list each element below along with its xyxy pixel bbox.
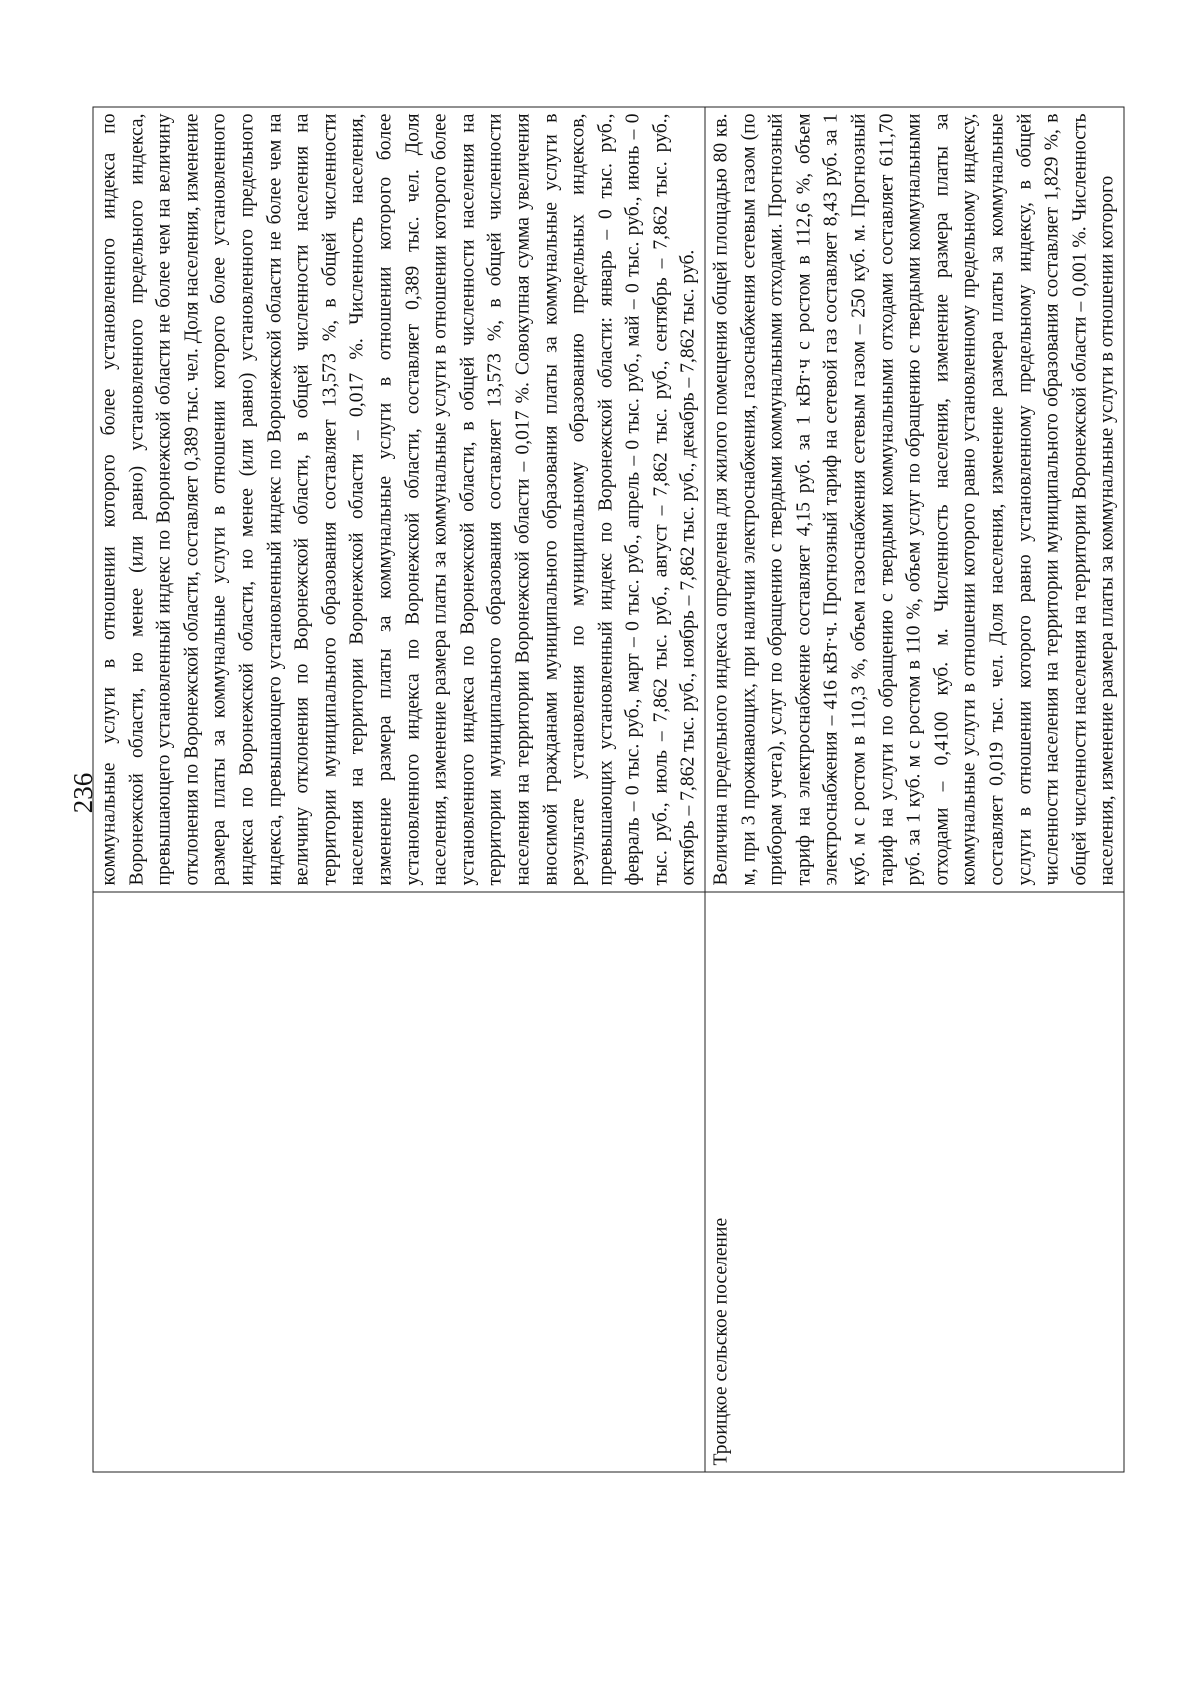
description-cell xyxy=(93,107,705,892)
settlement-name-cell xyxy=(705,892,1124,1472)
description-cell xyxy=(705,107,1124,892)
table-row xyxy=(705,107,1124,1472)
table-row xyxy=(93,107,705,1472)
settlement-name: Троицкое сельское поселение xyxy=(710,1217,732,1465)
rotated-table-container xyxy=(93,107,1118,1472)
page-number: 236 xyxy=(68,772,98,814)
description-text: коммунальные услуги в отношении которого более установленного индекса по Воронежской области, но менее (или равно) установленного предельного индекса, превышающего установленный индекс по Воронежской области не более чем на величину отклонения по Воронежской области, составляет 0,389 тыс. чел. Доля населения, изменение размера платы за коммунальные услуги в отношении которого более установленного индекса по Воронежской области, но менее (или равно) установленного предельного индекса, превышающего установленный индекс по Воронежской области не более чем на величину отклонения по Воронежской области, в общей численности населения на территории муниципального образования составляет 13,573 %, в общей численности населения на территории Воронежской области – 0,017 %. Численность населения, изменение размера платы за коммунальные услуги в отношении которого более установленного индекса по Воронежской области, составляет 0,389 тыс. чел. Доля населения, изменение размера платы за коммунальные услуги в отношении которого более установленного индекса по Воронежской области, в общей численности населения на территории муниципального образования составляет 13,573 %, в общей численности населения на территории Воронежской области – 0,017 %. Совокупная сумма увеличения вносимой гражданами муниципального образования платы за коммунальные услуги в результате установления по муниципальному образованию предельных индексов, превышающих установленный индекс по Воронежской области: январь – 0 тыс. руб., февраль – 0 тыс. руб., март – 0 тыс. руб., апрель – 0 тыс. руб., май – 0 тыс. руб., июнь – 0 тыс. руб., июль – 7,862 тыс. руб., август – 7,862 тыс. руб., сентябрь – 7,862 тыс. руб., октябрь – 7,862 тыс. руб., ноябрь – 7,862 тыс. руб., декабрь – 7,862 тыс. руб. xyxy=(98,113,699,885)
settlement-name-cell xyxy=(93,892,705,1472)
description-text: Величина предельного индекса определена для жилого помещения общей площадью 80 кв. м, при 3 проживающих, при наличии электроснабжения, газоснабжения сетевым газом (по приборам учета), услуг по обращению с твердыми коммунальными отходами. Прогнозный тариф на электроснабжение составляет 4,15 руб. за 1 кВт·ч с ростом в 112,6 %, объем электроснабжения – 416 кВт·ч. Прогнозный тариф на сетевой газ составляет 8,43 руб. за 1 куб. м с ростом в 110,3 %, объем газоснабжения сетевым газом – 250 куб. м. Прогнозный тариф на услуги по обращению с твердыми коммунальными отходами составляет 611,70 руб. за 1 куб. м с ростом в 110 %, объем услуг по обращению с твердыми коммунальными отходами – 0,4100 куб. м. Численность населения, изменение размера платы за коммунальные услуги в отношении которого равно установленному предельному индексу, составляет 0,019 тыс. чел. Доля населения, изменение размера платы за коммунальные услуги в отношении которого равно установленному предельному индексу, в общей численности населения на территории муниципального образования составляет 1,829 %, в общей численности населения на территории Воронежской области – 0,001 %. Численность населения, изменение размера платы за коммунальные услуги в отношении которого xyxy=(710,113,1118,885)
data-table xyxy=(93,106,1125,1472)
